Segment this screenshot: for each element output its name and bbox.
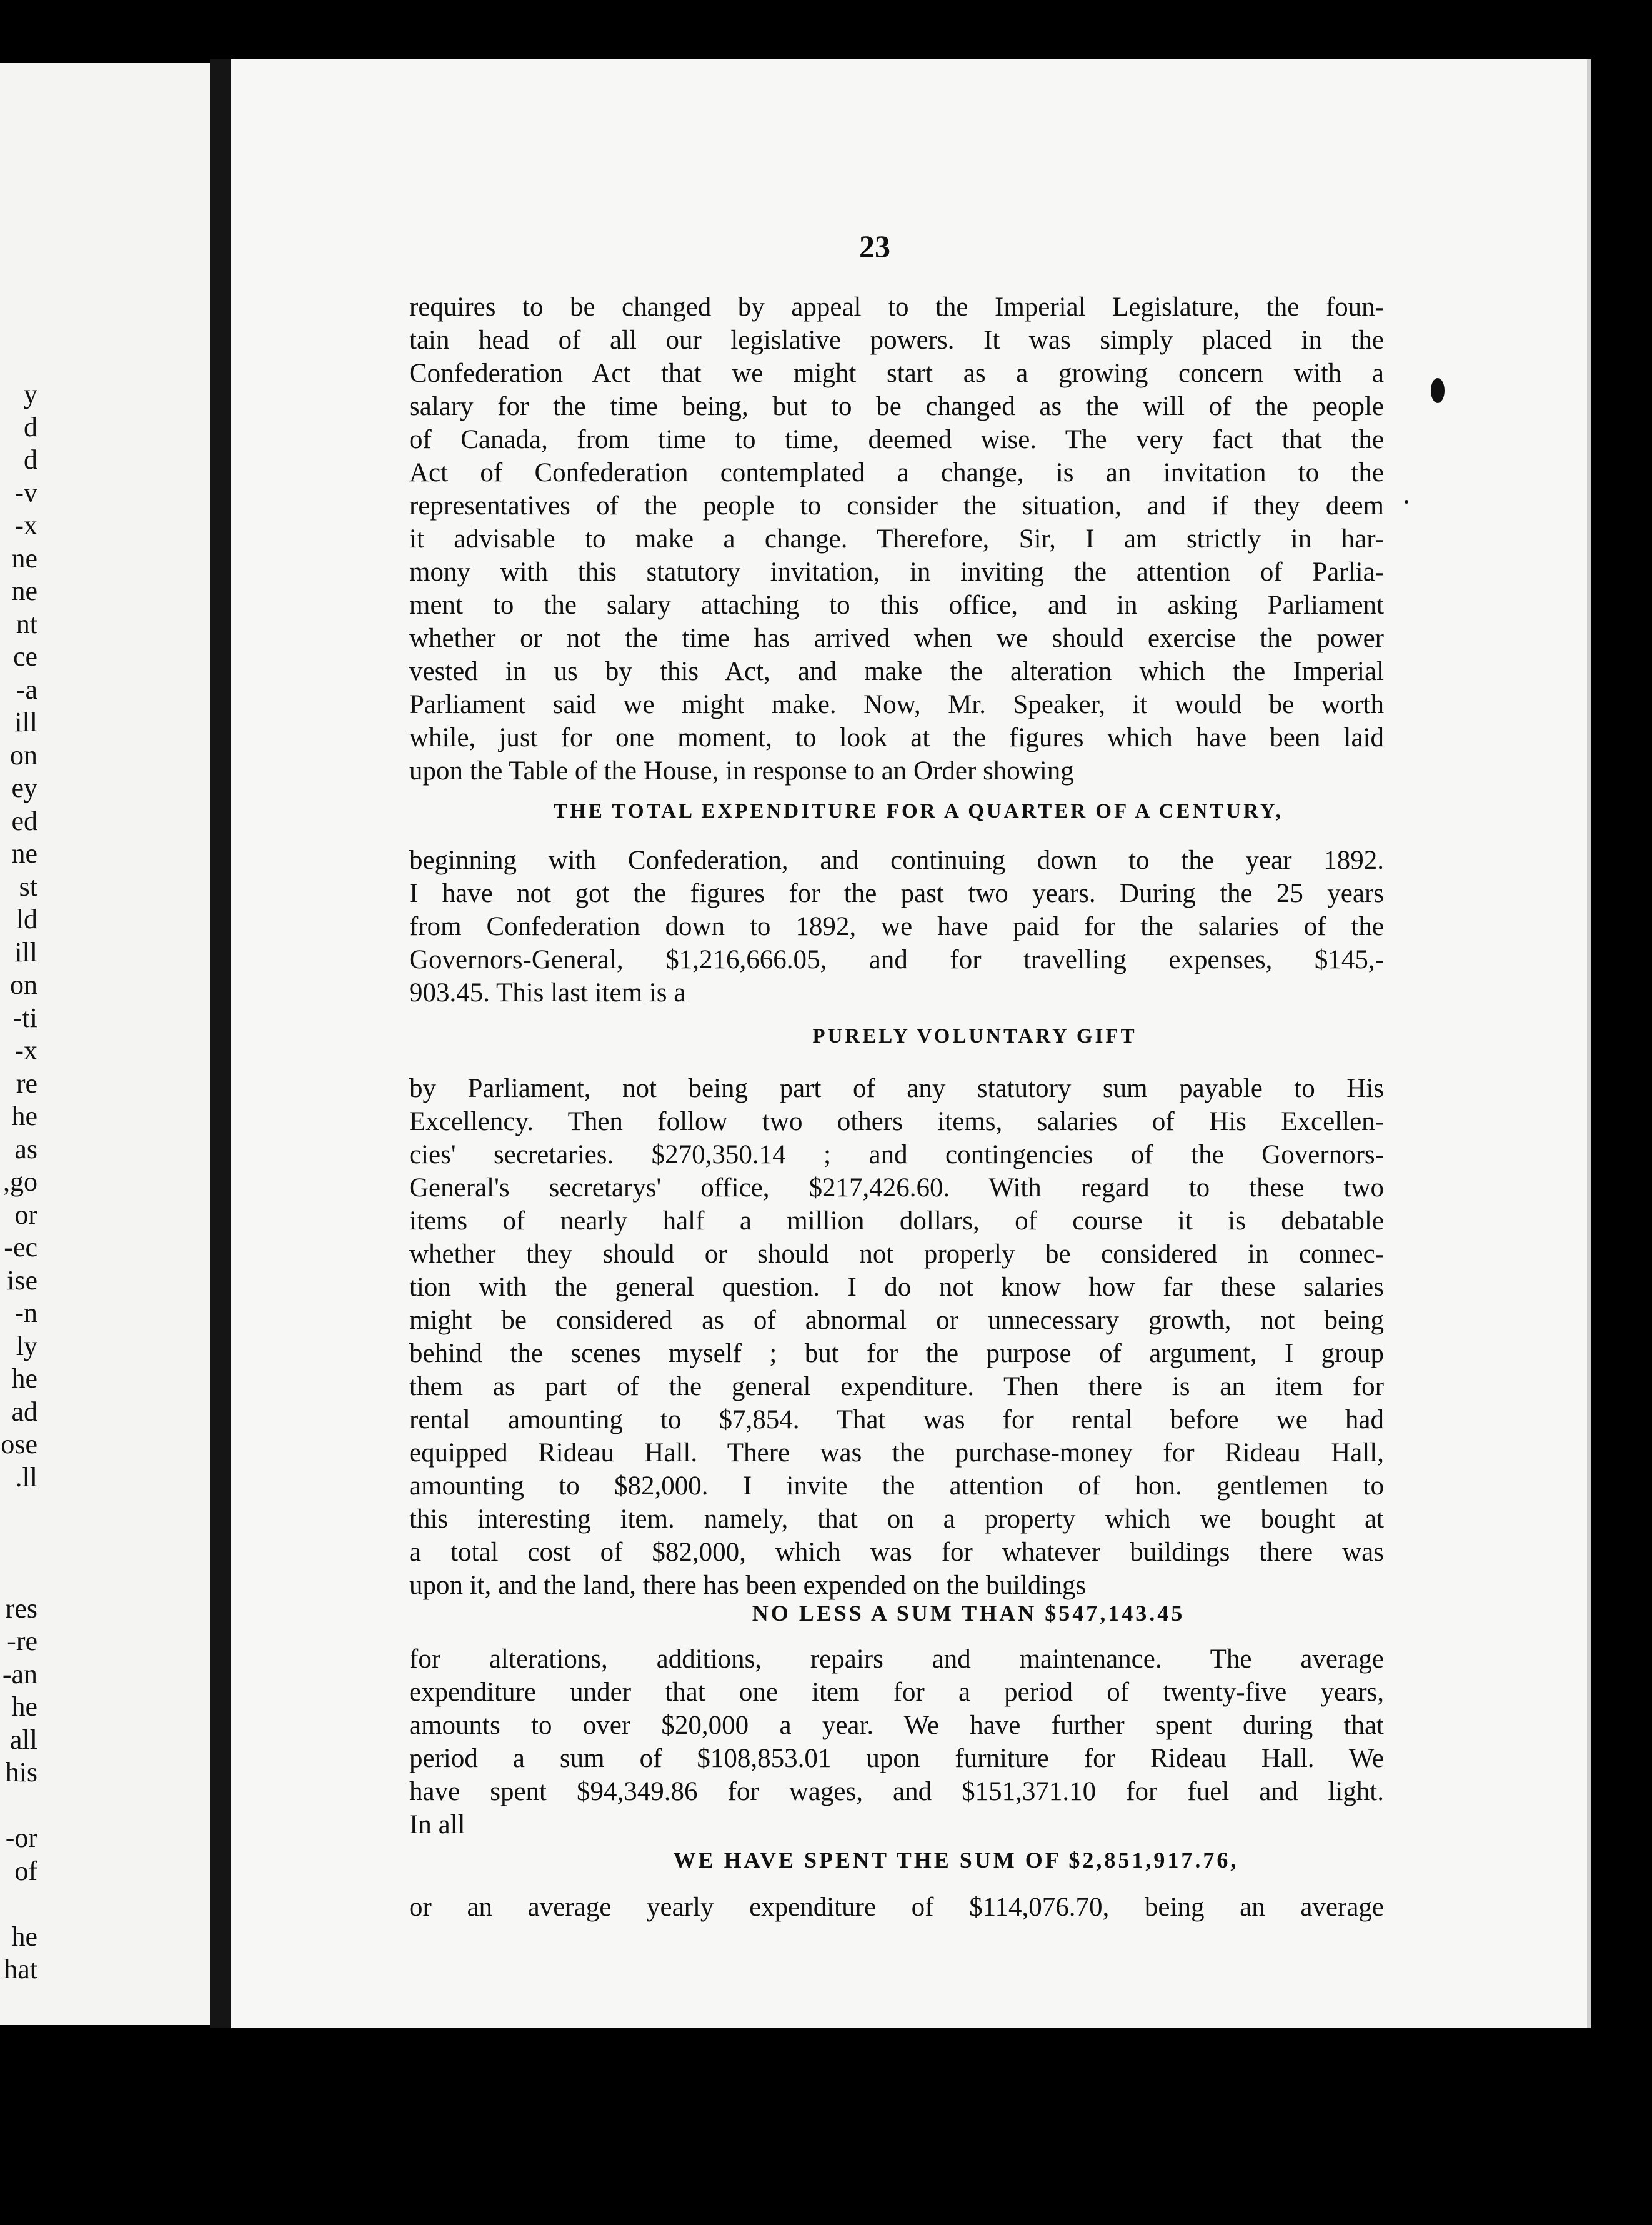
edge-fragment: res (5, 1592, 37, 1624)
text-line: or an average yearly expenditure of $114,076.70, being an average (409, 1892, 1384, 1922)
text-line: vested in us by this Act, and make the alteration which the Imperial (409, 657, 1384, 686)
text-line: tain head of all our legislative powers. It was simply placed in the (409, 326, 1384, 355)
text-line: ment to the salary attaching to this office, and in asking Parliament (409, 591, 1384, 620)
edge-fragment: all (10, 1724, 37, 1755)
book-gutter (210, 59, 231, 2028)
edge-fragment: ey (11, 772, 37, 803)
edge-fragment: a- (16, 674, 37, 705)
edge-fragment (0, 1494, 37, 1527)
text-line: behind the scenes myself ; but for the purpose of argument, I group (409, 1339, 1384, 1368)
text-line: Parliament said we might make. Now, Mr. Speaker, it would be worth (409, 690, 1384, 719)
text-line: upon the Table of the House, in response to an Order showing (409, 756, 1074, 786)
text-line: a total cost of $82,000, which was for whatever buildings there was (409, 1538, 1384, 1567)
text-line: for alterations, additions, repairs and maintenance. The average (409, 1644, 1384, 1674)
edge-fragment: or- (5, 1822, 37, 1853)
text-line: this interesting item. namely, that on a property which we bought at (409, 1504, 1384, 1534)
paragraph-3 (409, 1072, 1384, 1602)
paragraph-1 (409, 291, 1384, 788)
text-line: items of nearly half a million dollars, of course it is debatable (409, 1206, 1384, 1236)
edge-fragment: ad (11, 1396, 37, 1427)
text-line: In all (409, 1810, 465, 1839)
left-page-edge (0, 62, 212, 2025)
edge-fragment: hat (4, 1954, 37, 1984)
text-line: have spent $94,349.86 for wages, and $151,371.10 for fuel and light. (409, 1777, 1384, 1806)
edge-fragment: go, (3, 1166, 37, 1197)
edge-fragment (0, 1888, 37, 1921)
edge-fragment (0, 1527, 37, 1560)
edge-fragment: ed (11, 805, 37, 836)
edge-fragment: as (14, 1133, 37, 1164)
edge-fragment: n- (14, 1298, 37, 1328)
text-line: cies' secretaries. $270,350.14 ; and contingencies of the Governors- (409, 1140, 1384, 1169)
ink-speck (1431, 378, 1445, 403)
text-line: Excellency. Then follow two others items, salaries of His Excellen- (409, 1107, 1384, 1136)
text-line: Governors-General, $1,216,666.05, and for travelling expenses, $145,- (409, 945, 1384, 974)
edge-fragment: nt (16, 608, 37, 639)
section-heading-total-spent: WE HAVE SPENT THE SUM OF $2,851,917.76, (673, 1848, 1239, 1872)
text-line: expenditure under that one item for a period of twenty-five years, (409, 1678, 1384, 1707)
text-line: General's secretarys' office, $217,426.60. With regard to these two (409, 1173, 1384, 1202)
text-line: of Canada, from time to time, deemed wise. The very fact that the (409, 425, 1384, 454)
text-line: amounts to over $20,000 a year. We have further spent during that (409, 1711, 1384, 1740)
edge-fragment: he (11, 1921, 37, 1952)
text-line: might be considered as of abnormal or unnecessary growth, not being (409, 1306, 1384, 1335)
edge-fragment: ne (11, 576, 37, 606)
edge-fragment: d (24, 411, 37, 442)
text-line: them as part of the general expenditure. Then there is an item for (409, 1372, 1384, 1401)
edge-fragment (0, 1789, 37, 1822)
edge-fragment: ld (16, 904, 37, 934)
text-line: salary for the time being, but to be changed as the will of the people (409, 392, 1384, 421)
paragraph-4 (409, 1642, 1384, 1841)
text-line: it advisable to make a change. Therefore, Sir, I am strictly in har- (409, 524, 1384, 554)
edge-fragment: x- (14, 1035, 37, 1066)
edge-fragment: d (24, 444, 37, 475)
edge-fragment: ise (7, 1264, 37, 1296)
section-heading-voluntary-gift: PURELY VOLUNTARY GIFT (812, 1025, 1137, 1048)
left-page-cut-text (0, 378, 37, 1986)
text-line: Confederation Act that we might start as a growing concern with a (409, 359, 1384, 388)
text-line: beginning with Confederation, and continuing down to the year 1892. (409, 846, 1384, 875)
edge-fragment: y (24, 379, 37, 409)
edge-fragment: an- (2, 1658, 37, 1689)
edge-fragment: re (16, 1068, 37, 1099)
text-line: 903.45. This last item is a (409, 978, 686, 1008)
edge-fragment: ill (14, 707, 37, 738)
edge-fragment: ne (11, 838, 37, 869)
edge-fragment: ce (12, 641, 37, 672)
edge-fragment: ose (1, 1429, 37, 1459)
section-heading-sum-547143: NO LESS A SUM THAN $547,143.45 (752, 1601, 1185, 1626)
section-heading-total-expenditure: THE TOTAL EXPENDITURE FOR A QUARTER OF A CENTURY, (554, 800, 1283, 822)
text-line: requires to be changed by appeal to the Imperial Legislature, the foun- (409, 292, 1384, 322)
page-number: 23 (859, 229, 890, 264)
text-line: period a sum of $108,853.01 upon furniture for Rideau Hall. We (409, 1744, 1384, 1773)
edge-fragment (0, 1559, 37, 1592)
edge-fragment: he (11, 1101, 37, 1131)
edge-fragment: of (14, 1855, 37, 1886)
edge-fragment: re- (7, 1626, 37, 1656)
edge-fragment: on (10, 969, 37, 1000)
text-line: Act of Confederation contemplated a change, is an invitation to the (409, 458, 1384, 488)
edge-fragment: he (11, 1363, 37, 1394)
text-line: whether or not the time has arrived when we should exercise the power (409, 624, 1384, 653)
text-line: while, just for one moment, to look at the figures which have been laid (409, 723, 1384, 752)
edge-fragment: on (10, 739, 37, 771)
ink-speck (1405, 500, 1408, 504)
text-line: by Parliament, not being part of any statutory sum payable to His (409, 1074, 1384, 1103)
text-line: mony with this statutory invitation, in inviting the attention of Parlia- (409, 558, 1384, 587)
text-line: representatives of the people to consider the situation, and if they deem (409, 491, 1384, 521)
text-line: from Confederation down to 1892, we have paid for the salaries of the (409, 912, 1384, 941)
paragraph-5 (409, 1891, 1384, 1924)
edge-fragment: ly (16, 1330, 37, 1361)
text-line: equipped Rideau Hall. There was the purchase-money for Rideau Hall, (409, 1438, 1384, 1468)
text-line: amounting to $82,000. I invite the attention of hon. gentlemen to (409, 1471, 1384, 1501)
edge-fragment: st (19, 871, 37, 902)
edge-fragment: ec- (4, 1232, 37, 1262)
edge-fragment: ti- (12, 1002, 37, 1033)
edge-fragment: or (14, 1199, 37, 1230)
edge-fragment: ill (14, 936, 37, 968)
edge-fragment: v- (14, 477, 37, 508)
edge-fragment: x- (14, 510, 37, 541)
text-line: whether they should or should not properly be considered in connec- (409, 1239, 1384, 1269)
text-line: rental amounting to $7,854. That was for rental before we had (409, 1405, 1384, 1434)
text-line: tion with the general question. I do not know how far these salaries (409, 1272, 1384, 1302)
paragraph-2 (409, 844, 1384, 1009)
text-line: I have not got the figures for the past two years. During the 25 years (409, 879, 1384, 908)
edge-fragment: ne (11, 542, 37, 574)
edge-fragment: he (11, 1691, 37, 1722)
edge-fragment: his (5, 1757, 37, 1788)
text-line: upon it, and the land, there has been expended on the buildings (409, 1571, 1087, 1600)
edge-fragment: ll. (15, 1461, 37, 1492)
